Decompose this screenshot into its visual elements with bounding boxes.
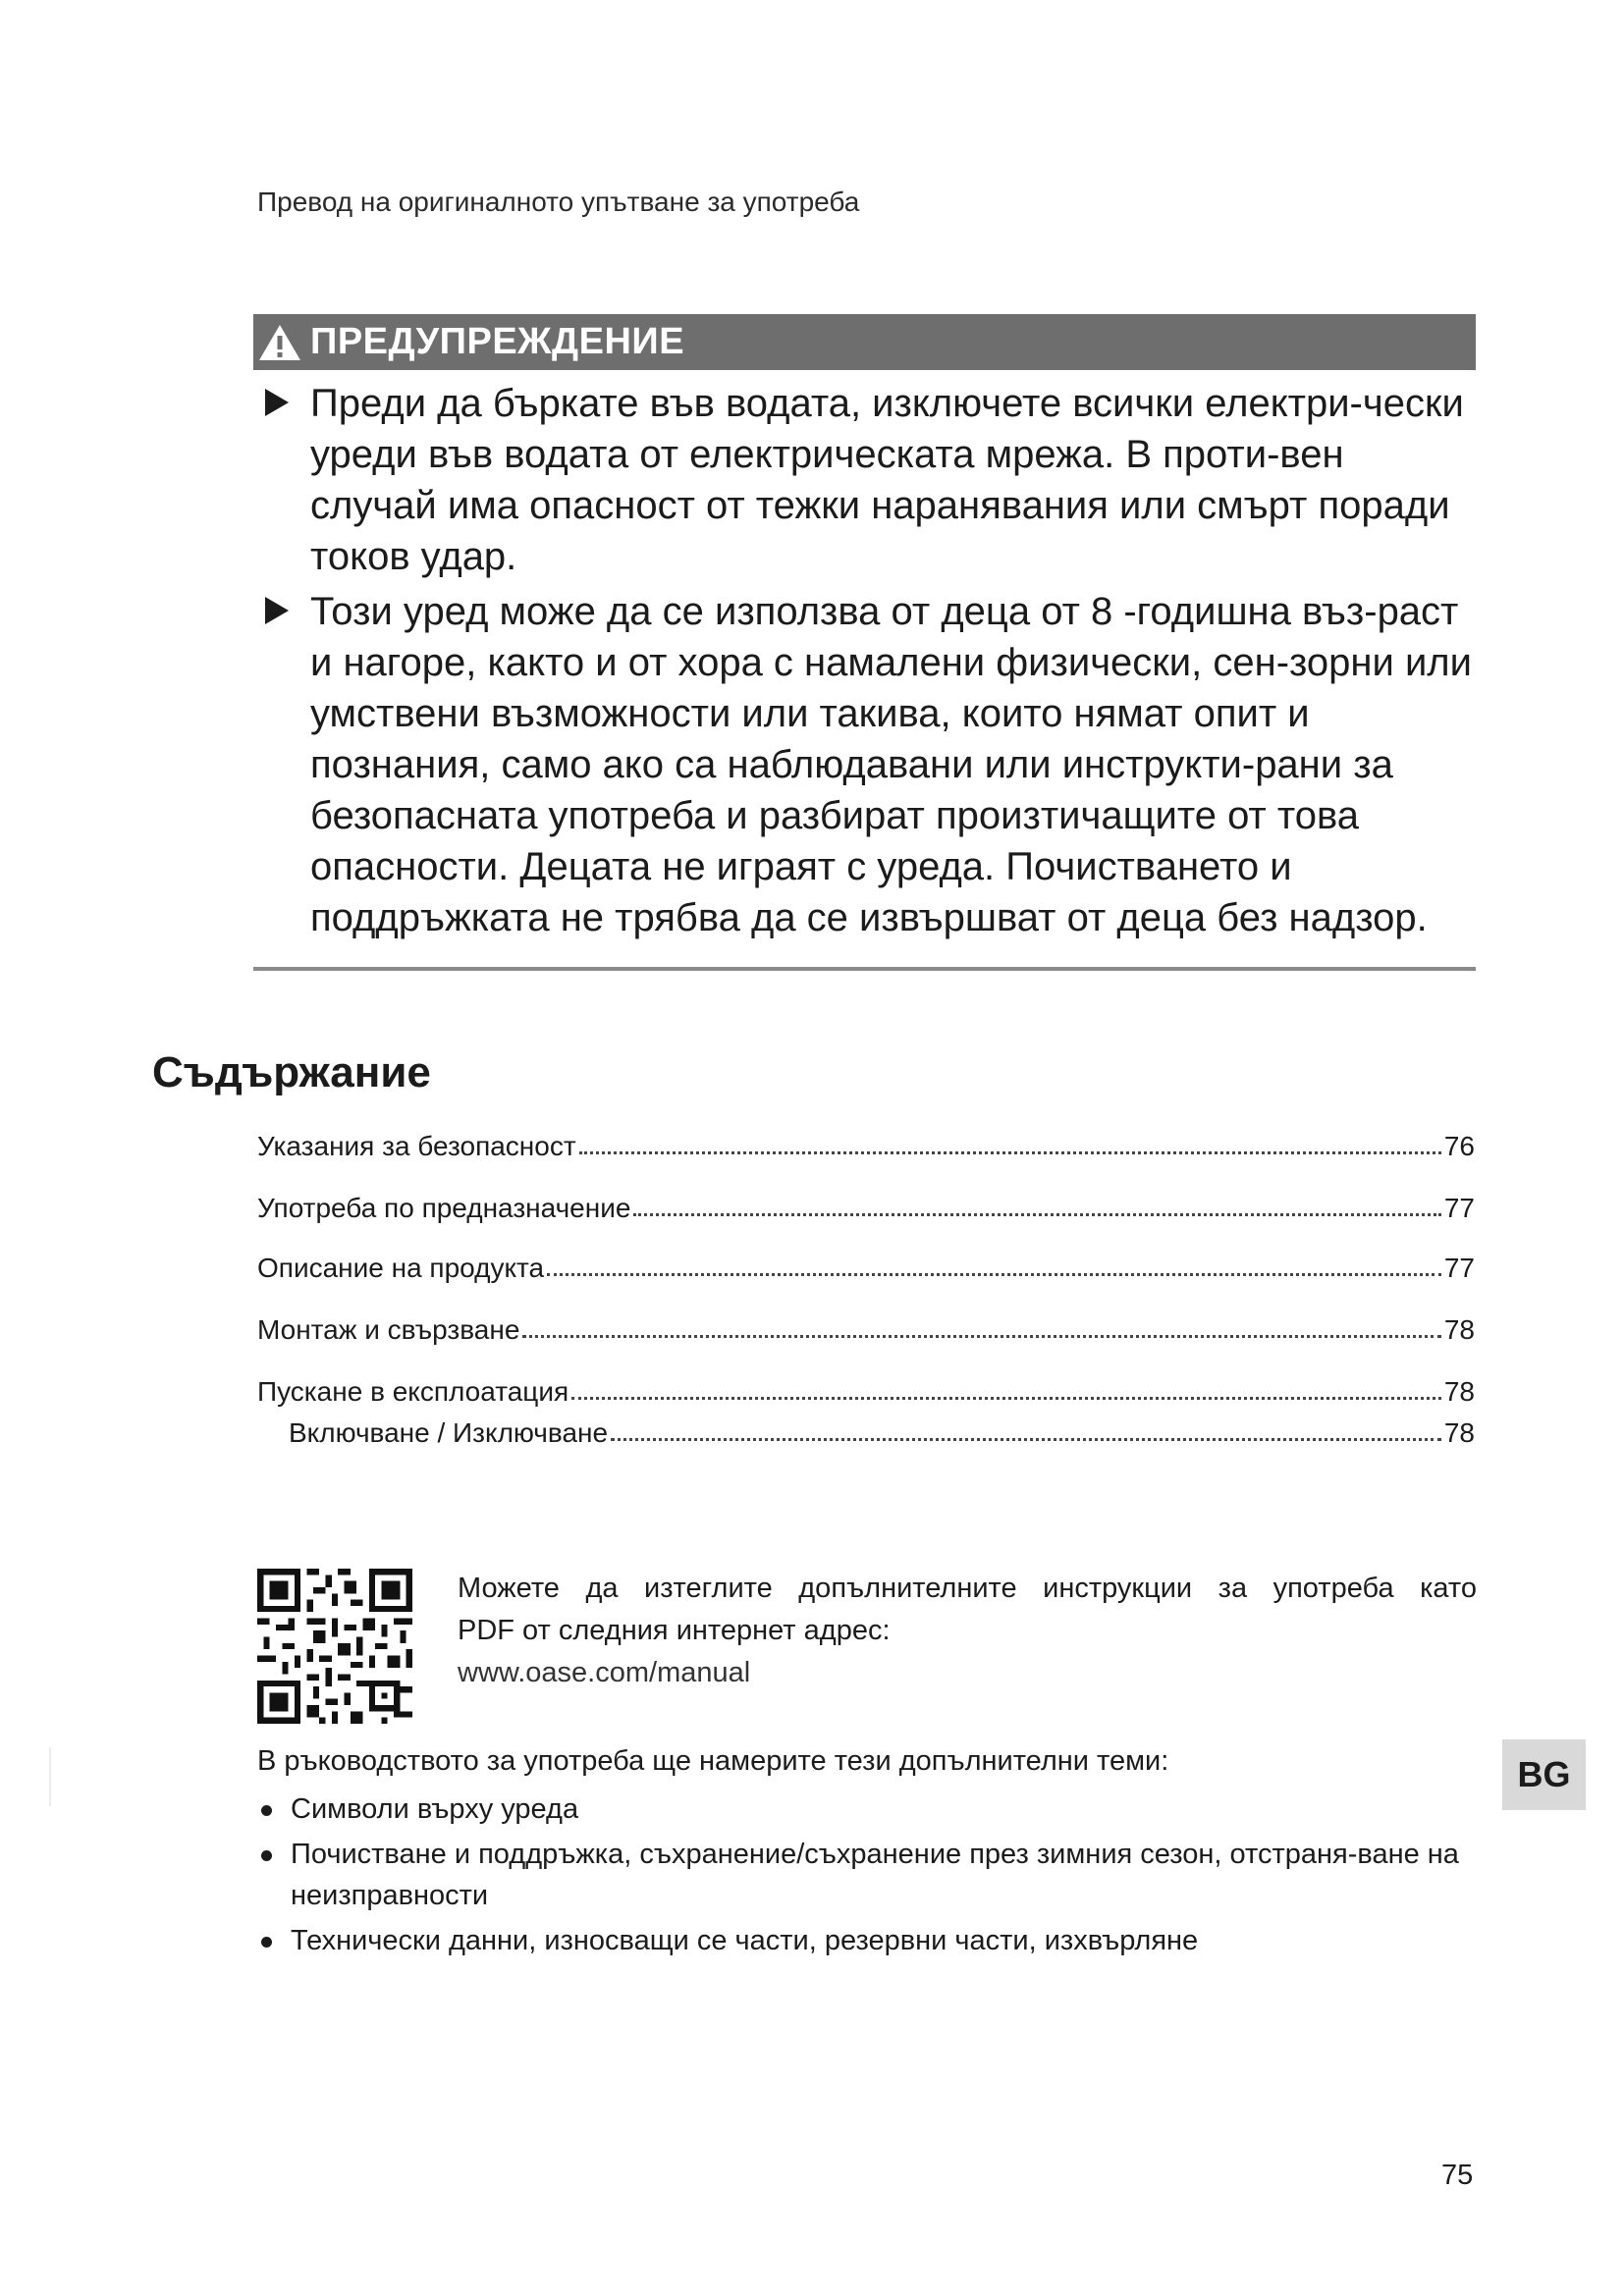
toc-entry-page: 77 [1443,1253,1475,1283]
toc-leader-dots [579,1151,1441,1154]
download-info-line: PDF от следния интернет адрес: [458,1615,891,1646]
toc-entry[interactable] [257,1187,1475,1224]
list-item-text: Символи върху уреда [291,1793,579,1825]
list-item-text: Технически данни, износващи се части, резервни части, изхвърляне [291,1925,1199,1956]
toc-entry-label: Употреба по предназначение [257,1193,631,1223]
arrow-right-icon [265,597,289,624]
margin-divider [49,1747,51,1806]
toc-entry-label: Включване / Изключване [289,1417,609,1448]
toc-entry-page: 78 [1443,1376,1475,1407]
toc-entry-page: 78 [1443,1417,1475,1448]
warning-banner [253,314,1476,370]
warning-item-text: Този уред може да се използва от деца от 8 -годишна въз-раст и нагоре, както и от хора с намалени физически, сен-зорни или умствени възможности или такива, които нямат опит и познания, само ако са наблюдавани или инструкти-рани за безопасната употреба и разбират произтичащите от това опасности. Децата не играят с уреда. Почистването и поддръжката не трябва да се извършват от деца без надзор. [310,590,1472,939]
toc-entry[interactable] [257,1247,1475,1284]
document-header: Превод на оригиналното упътване за употреба [257,187,860,217]
toc-entry-label: Пускане в експлоатация [257,1376,569,1407]
manual-url-link[interactable]: www.oase.com/manual [458,1657,751,1688]
toc-entry-page: 76 [1443,1131,1475,1161]
toc-entry-page: 77 [1443,1193,1475,1223]
toc-entry-label: Монтаж и свързване [257,1314,520,1345]
bullet-icon [261,1850,272,1861]
bullet-icon [261,1937,272,1948]
toc-entry[interactable] [257,1125,1475,1162]
list-item-text: Почистване и поддръжка, съхранение/съхранение през зимния сезон, отстраня-ване на неизправности [291,1839,1459,1911]
toc-leader-dots [547,1273,1441,1276]
additional-topics-intro: В ръководството за употреба ще намерите тези допълнителни теми: [257,1745,1169,1777]
toc-entry-page: 78 [1443,1314,1475,1345]
warning-item-text: Преди да бъркате във водата, изключете всички електри-чески уреди във водата от електрическата мрежа. В проти-вен случай има опасност от тежки наранявания или смърт поради токов удар. [310,382,1464,578]
warning-title: ПРЕДУПРЕЖДЕНИЕ [310,321,685,362]
toc-leader-dots [633,1213,1440,1216]
toc-title: Съдържание [152,1048,431,1096]
warning-triangle-icon [257,323,302,362]
download-info-line: Можете да изтеглите допълнителните инструкции за употреба като [458,1573,1477,1604]
arrow-right-icon [265,389,289,416]
download-info [458,1568,1477,1694]
qr-code-icon [257,1569,412,1724]
toc-leader-dots [522,1335,1440,1338]
toc-entry[interactable] [257,1308,1475,1346]
toc-entry[interactable] [257,1370,1475,1408]
toc-subentry[interactable] [289,1412,1475,1449]
toc-entry-label: Указания за безопасност [257,1131,576,1161]
bullet-icon [261,1805,272,1816]
language-tab[interactable]: BG [1502,1739,1586,1810]
page-number: 75 [1441,2160,1474,2191]
toc-leader-dots [571,1397,1441,1400]
warning-bottom-divider [253,967,1476,971]
toc-leader-dots [611,1438,1441,1441]
toc-entry-label: Описание на продукта [257,1253,545,1283]
